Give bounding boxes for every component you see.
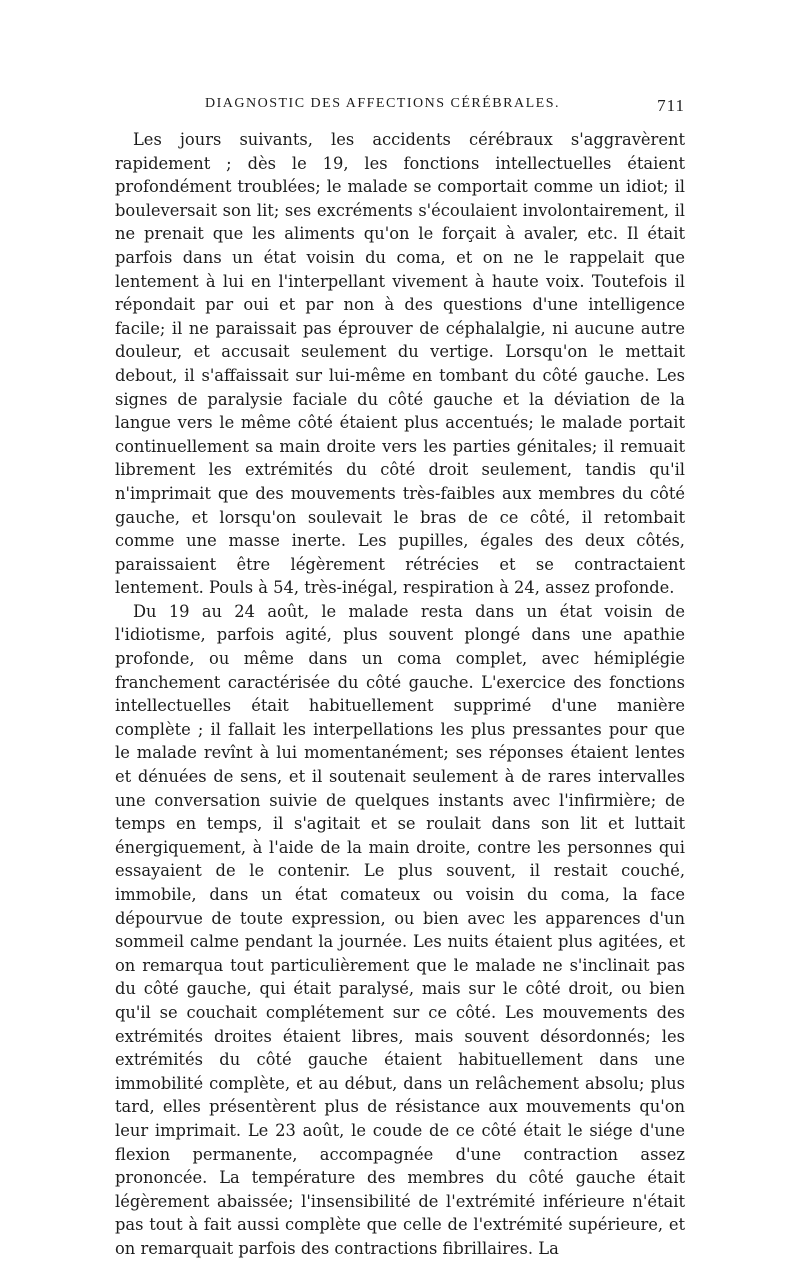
paragraph: Les jours suivants, les accidents cérébraux s'aggravèrent rapidement ; dès le 19, les fonctions intellectuelles étaient profondément troublées; le malade se comportait comme un idiot; il bouleversait son lit; ses excréments s'écoulaient involontairement, il ne prenait que les aliments qu'on le forçait à avaler, etc. Il était parfois dans un état voisin du coma, et on ne le rappelait que lentement à lui en l'interpellant vivement à haute voix. Toutefois il répondait par oui et par non à des questions d'une intelligence facile; il ne paraissait pas éprouver de céphalalgie, ni aucune autre douleur, et accusait seulement du vertige. Lorsqu'on le mettait debout, il s'affaissait sur lui-même en tombant du côté gauche. Les signes de paralysie faciale du côté gauche et la déviation de la langue vers le même côté étaient plus accentués; le malade portait continuellement sa main droite vers les parties génitales; il remuait librement les extrémités du côté droit seulement, tandis qu'il n'imprimait que des mouvements très-faibles aux membres du côté gauche, et lorsqu'on soulevait le bras de ce côté, il retombait comme une masse inerte. Les pupilles, égales des deux côtés, paraissaient être légèrement rétrécies et se contractaient lentement. Pouls à 54, très-inégal, respiration à 24, assez profonde. (115, 130, 685, 598)
book-page (115, 96, 685, 1261)
running-header (115, 96, 685, 120)
page-number: 711 (657, 96, 685, 115)
running-title: DIAGNOSTIC DES AFFECTIONS CÉRÉBRALES. (205, 96, 560, 111)
paragraph: Du 19 au 24 août, le malade resta dans un état voisin de l'idiotisme, parfois agité, plus souvent plongé dans une apathie profonde, ou même dans un coma complet, avec hémiplégie franchement caractérisée du côté gauche. L'exercice des fonctions intellectuelles était habituellement supprimé d'une manière complète ; il fallait les interpellations les plus pressantes pour que le malade revînt à lui momentanément; ses réponses étaient lentes et dénuées de sens, et il soutenait seulement à de rares intervalles une conversation suivie de quelques instants avec l'infirmière; de temps en temps, il s'agitait et se roulait dans son lit et luttait énergiquement, à l'aide de la main droite, contre les personnes qui essayaient de le contenir. Le plus souvent, il restait couché, immobile, dans un état comateux ou voisin du coma, la face dépourvue de toute expression, ou bien avec les apparences d'un sommeil calme pendant la journée. Les nuits étaient plus agitées, et on remarqua tout particulièrement que le malade ne s'inclinait pas du côté gauche, qui était paralysé, mais sur le côté droit, ou bien qu'il se couchait complétement sur ce côté. Les mouvements des extrémités droites étaient libres, mais souvent désordonnés; les extrémités du côté gauche étaient habituellement dans une immobilité complète, et au début, dans un relâchement absolu; plus tard, elles présentèrent plus de résistance aux mouvements qu'on leur imprimait. Le 23 août, le coude de ce côté était le siége d'une flexion permanente, accompagnée d'une contraction assez prononcée. La température des membres du côté gauche était légèrement abaissée; l'insensibilité de l'extrémité inférieure n'était pas tout à fait aussi complète que celle de l'extrémité supérieure, et on remarquait parfois des contractions fibrillaires. La (115, 601, 685, 1258)
body-text (115, 128, 685, 1261)
